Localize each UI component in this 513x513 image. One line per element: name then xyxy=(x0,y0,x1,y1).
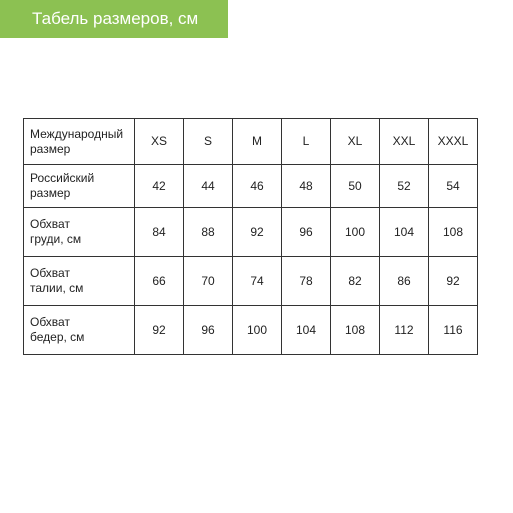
table-cell: 46 xyxy=(233,165,282,208)
table-cell: 112 xyxy=(380,306,429,355)
table-cell: 92 xyxy=(429,257,478,306)
table-cell: 92 xyxy=(135,306,184,355)
row-header-cell xyxy=(24,119,135,165)
table-cell: 100 xyxy=(331,208,380,257)
table-row xyxy=(24,257,478,306)
row-label-line1: Российский xyxy=(30,171,95,185)
table-cell: L xyxy=(282,119,331,165)
table-cell: 86 xyxy=(380,257,429,306)
table-cell: 104 xyxy=(380,208,429,257)
table-cell: 84 xyxy=(135,208,184,257)
table-cell: 48 xyxy=(282,165,331,208)
table-row xyxy=(24,119,478,165)
row-header-cell xyxy=(24,208,135,257)
row-label-line1: Обхват xyxy=(30,315,70,329)
table-cell: 54 xyxy=(429,165,478,208)
table-cell: 42 xyxy=(135,165,184,208)
table-cell: 92 xyxy=(233,208,282,257)
row-header-cell xyxy=(24,306,135,355)
table-cell: XXL xyxy=(380,119,429,165)
row-label-line1: Обхват xyxy=(30,217,70,231)
table-cell: XS xyxy=(135,119,184,165)
table-cell: XL xyxy=(331,119,380,165)
table-cell: 116 xyxy=(429,306,478,355)
row-label-line1: Международный xyxy=(30,126,124,141)
row-label-line2: бедер, см xyxy=(30,330,85,344)
table-cell: XXXL xyxy=(429,119,478,165)
row-label-line2: груди, см xyxy=(30,232,82,246)
table-row xyxy=(24,165,478,208)
size-chart-table xyxy=(23,118,478,355)
table-cell: 104 xyxy=(282,306,331,355)
table-cell: 108 xyxy=(331,306,380,355)
table-cell: 52 xyxy=(380,165,429,208)
row-header-cell xyxy=(24,257,135,306)
table-row xyxy=(24,306,478,355)
table-cell: 70 xyxy=(184,257,233,306)
table-cell: 96 xyxy=(282,208,331,257)
page-title: Табель размеров, см xyxy=(32,9,199,28)
table-cell: 100 xyxy=(233,306,282,355)
page-title-banner xyxy=(0,0,228,38)
table-row xyxy=(24,208,478,257)
table-cell: 50 xyxy=(331,165,380,208)
table-cell: 108 xyxy=(429,208,478,257)
row-label-line1: Обхват xyxy=(30,266,70,280)
table-cell: 44 xyxy=(184,165,233,208)
table-cell: 78 xyxy=(282,257,331,306)
row-header-cell xyxy=(24,165,135,208)
table-cell: 88 xyxy=(184,208,233,257)
table-cell: S xyxy=(184,119,233,165)
row-label-line2: талии, см xyxy=(30,281,84,295)
table-cell: 66 xyxy=(135,257,184,306)
table-cell: 74 xyxy=(233,257,282,306)
row-label-line2: размер xyxy=(30,186,71,200)
row-label-line2: размер xyxy=(30,141,71,156)
table-cell: M xyxy=(233,119,282,165)
table-cell: 96 xyxy=(184,306,233,355)
table-cell: 82 xyxy=(331,257,380,306)
